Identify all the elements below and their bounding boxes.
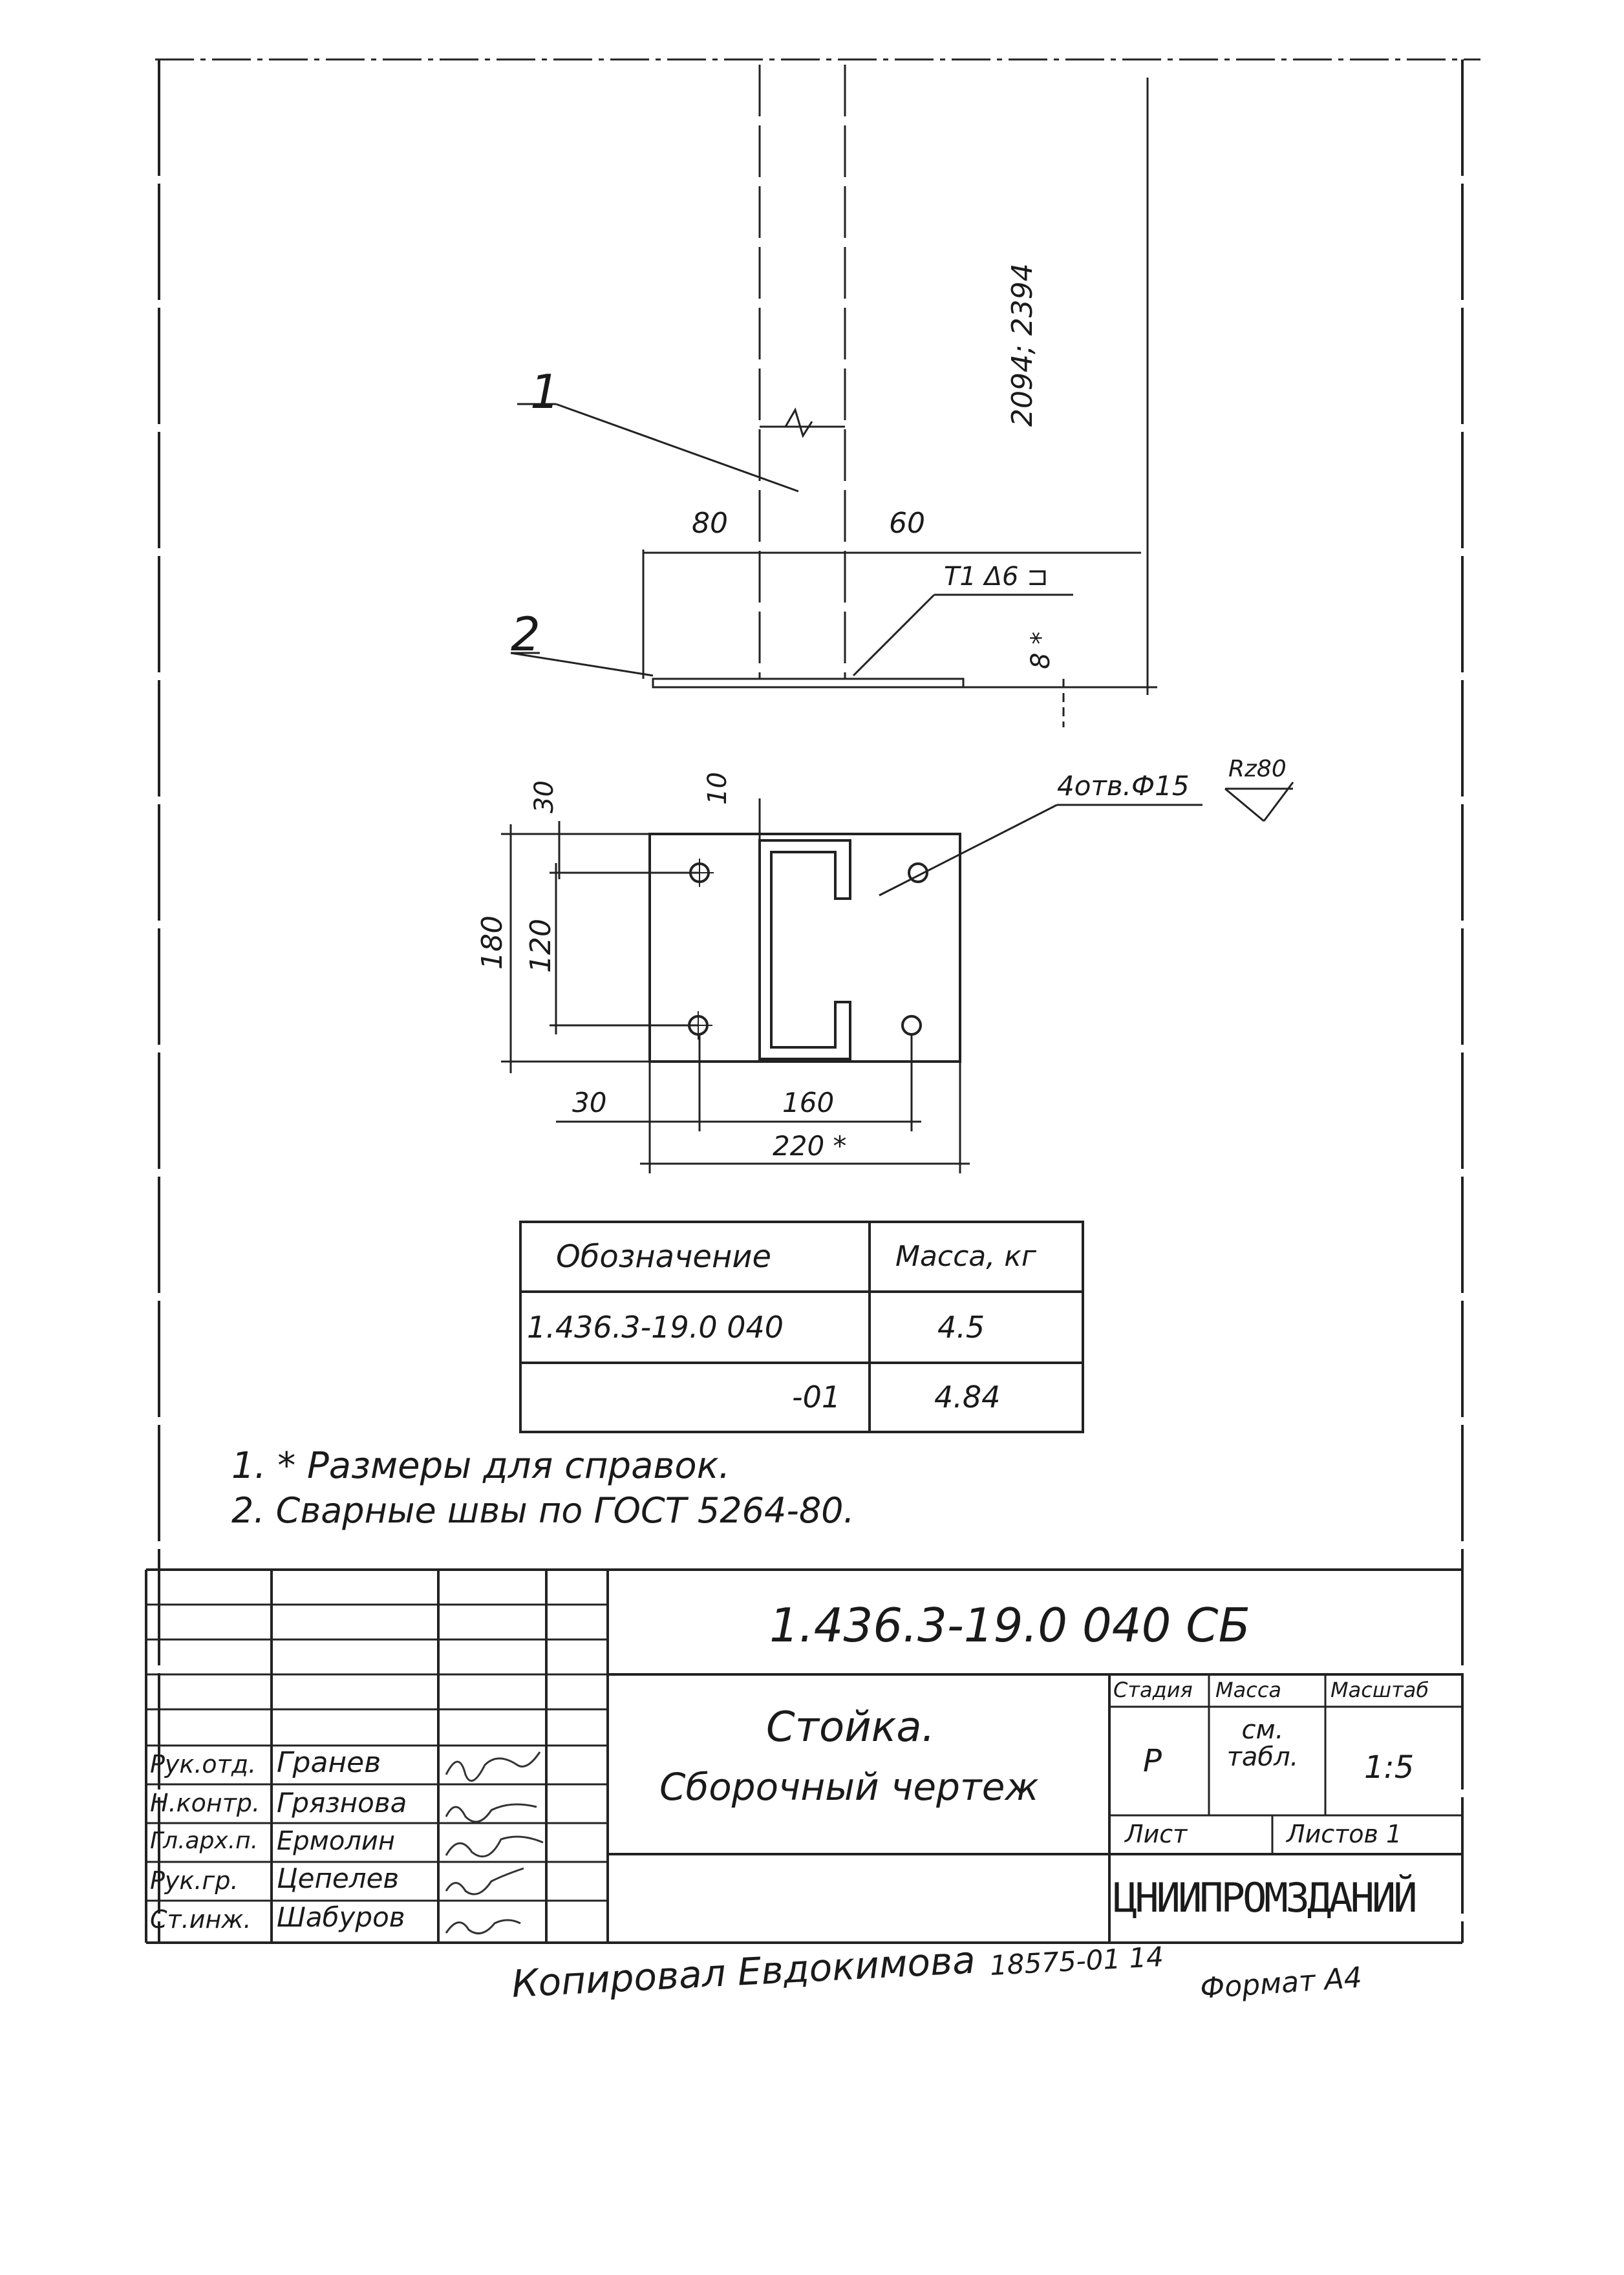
base-plate-section bbox=[653, 679, 963, 687]
holes-label: 4отв.Ф15 bbox=[1057, 770, 1190, 802]
scale-label: Масштаб bbox=[1330, 1678, 1429, 1702]
dim-30-top-label: 30 bbox=[529, 780, 559, 813]
signer-name-1: Гранев bbox=[277, 1746, 381, 1779]
signer-name-2: Грязнова bbox=[277, 1787, 407, 1819]
mass-table-row-1-designation: 1.436.3-19.0 040 bbox=[527, 1310, 784, 1345]
signer-role-5: Ст.инж. bbox=[150, 1905, 251, 1934]
signer-name-5: Шабуров bbox=[277, 1901, 405, 1933]
signer-name-4: Цепелев bbox=[277, 1863, 400, 1894]
position-2-label: 2 bbox=[511, 607, 540, 661]
signatures bbox=[446, 1752, 543, 1934]
plate-thickness-label: 8 * bbox=[1026, 631, 1056, 669]
break-symbol bbox=[785, 410, 812, 436]
format-label: Формат А4 bbox=[1199, 1961, 1363, 2005]
dim-160-label: 160 bbox=[782, 1087, 835, 1118]
stage-label: Стадия bbox=[1113, 1678, 1193, 1702]
mass-table-row-1-mass: 4.5 bbox=[937, 1310, 985, 1345]
leader-1 bbox=[556, 404, 798, 491]
base-plate-outline bbox=[650, 834, 960, 1062]
dim-120-label: 120 bbox=[524, 919, 557, 973]
hole-bottom-right bbox=[903, 1016, 921, 1034]
signature-3 bbox=[446, 1837, 543, 1857]
signature-5 bbox=[446, 1920, 520, 1934]
signer-role-1: Рук.отд. bbox=[150, 1750, 257, 1778]
archive-number: 18575-01 14 bbox=[988, 1940, 1165, 1981]
mass-value: см. табл. bbox=[1226, 1715, 1299, 1772]
mass-table-row-2-designation: -01 bbox=[792, 1380, 841, 1415]
holes-leader bbox=[879, 805, 1057, 895]
position-1-label: 1 bbox=[530, 365, 560, 419]
elevation-view bbox=[511, 65, 1157, 727]
dim-60-label: 60 bbox=[889, 507, 925, 540]
note-2: 2. Сварные швы по ГОСТ 5264-80. bbox=[231, 1490, 855, 1531]
signature-1 bbox=[446, 1752, 540, 1781]
mass-table-header-mass: Масса, кг bbox=[895, 1240, 1036, 1273]
channel-profile bbox=[760, 840, 850, 1059]
dim-180-label: 180 bbox=[476, 915, 509, 970]
weld-leader bbox=[853, 595, 934, 676]
scale-value: 1:5 bbox=[1364, 1749, 1415, 1786]
dim-220-label: 220 * bbox=[773, 1130, 847, 1162]
dim-80-label: 80 bbox=[692, 507, 728, 540]
document-code: 1.436.3-19.0 040 СБ bbox=[769, 1598, 1250, 1652]
signature-4 bbox=[446, 1868, 524, 1894]
signer-role-4: Рук.гр. bbox=[150, 1866, 239, 1895]
sheets-label: Листов 1 bbox=[1287, 1820, 1402, 1848]
organization-name: ЦНИИПРОМЗДАНИЙ bbox=[1113, 1874, 1415, 1921]
note-1: 1. * Размеры для справок. bbox=[231, 1445, 731, 1487]
mass-table-header-designation: Обозначение bbox=[556, 1239, 772, 1275]
signer-role-3: Гл.арх.п. bbox=[150, 1828, 259, 1854]
drawing-name-line-2: Сборочный чертеж bbox=[659, 1765, 1039, 1809]
mass-table-row-2-mass: 4.84 bbox=[934, 1380, 1001, 1415]
sheet-label: Лист bbox=[1125, 1820, 1188, 1848]
drawing-name-line-1: Стойка. bbox=[766, 1704, 935, 1751]
signature-2 bbox=[446, 1804, 537, 1822]
dim-30-bottom-label: 30 bbox=[572, 1087, 607, 1118]
signer-role-2: Н.контр. bbox=[150, 1789, 261, 1817]
height-dim-label: 2094; 2394 bbox=[1006, 263, 1039, 427]
dim-10-label: 10 bbox=[703, 772, 732, 805]
plan-view bbox=[501, 782, 1293, 1173]
stage-value: Р bbox=[1143, 1743, 1162, 1779]
weld-label: Т1 Δ6 ⊐ bbox=[944, 562, 1049, 592]
copied-by: Копировал Евдокимова bbox=[510, 1938, 977, 2006]
mass-label: Масса bbox=[1215, 1678, 1282, 1702]
roughness-label: Rz80 bbox=[1228, 756, 1287, 782]
signer-name-3: Ермолин bbox=[277, 1826, 396, 1856]
